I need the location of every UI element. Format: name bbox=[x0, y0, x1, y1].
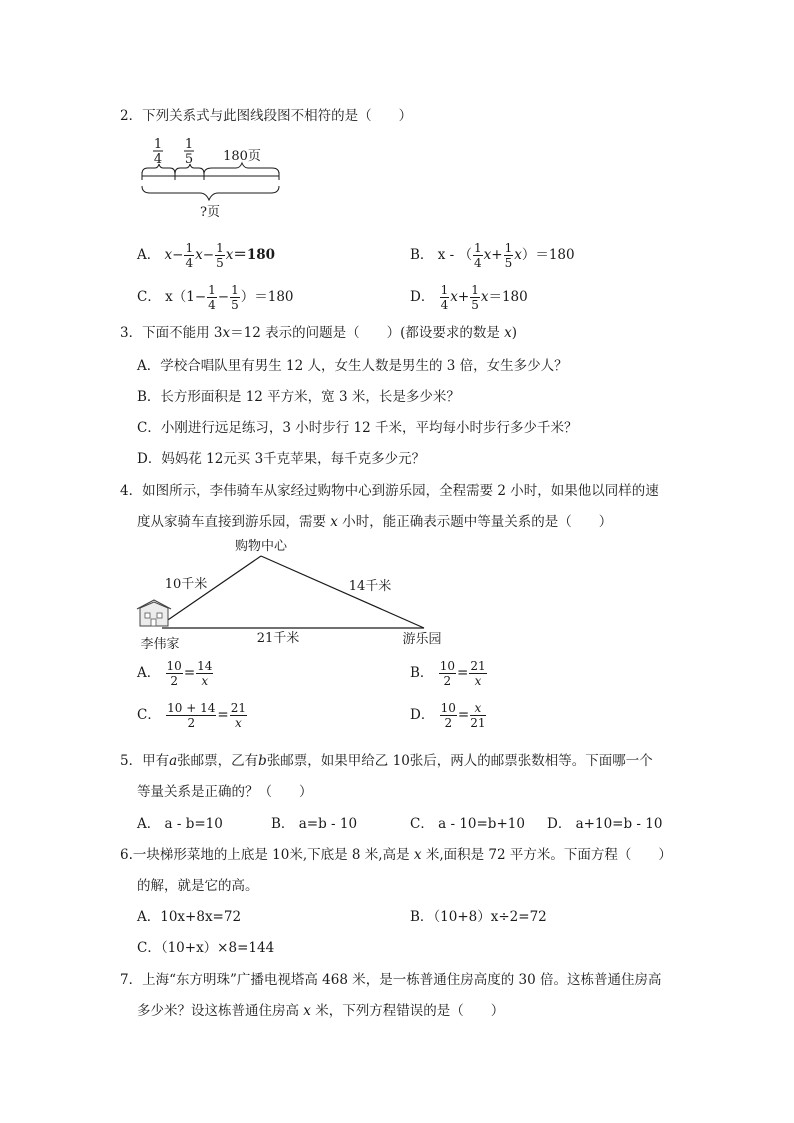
diagram-fraction-1-numerator: 1 bbox=[153, 137, 163, 152]
question-3-option-b[interactable]: B．长方形面积是 12 平方米，宽 3 米，长是多少米？ bbox=[137, 389, 460, 405]
diagram-fraction-2-denominator: 5 bbox=[184, 152, 194, 167]
question-4-option-d[interactable]: D． $\frac{10}{2}$ = $\frac{x}{21}$ bbox=[410, 701, 486, 730]
house-icon bbox=[137, 600, 171, 626]
question-6-option-c[interactable]: C．（10+x）×8=144 bbox=[137, 940, 275, 956]
diagram-fraction-2-numerator: 1 bbox=[184, 137, 194, 152]
question-3-stem: 3．下面不能用 3x＝12 表示的问题是（ ）(都设要求的数是 x) bbox=[120, 325, 518, 341]
question-2-option-a[interactable]: A． x− $\frac{1}{4}$ x− $\frac{1}{5}$ x＝180 bbox=[137, 241, 276, 270]
question-5-option-a[interactable]: A． a - b=10 bbox=[137, 816, 223, 832]
diagram-total-label: ?页 bbox=[200, 205, 220, 220]
question-4-option-b[interactable]: B． $\frac{10}{2}$ = $\frac{21}{x}$ bbox=[410, 659, 486, 688]
question-5-option-b[interactable]: B． a=b - 10 bbox=[271, 816, 358, 832]
question-5-option-d[interactable]: D． a+10=b - 10 bbox=[547, 816, 663, 832]
question-4-option-c[interactable]: C． $\frac{10 + 14}{2}$ = $\frac{21}{x}$ bbox=[137, 701, 246, 730]
label-home: 李伟家 bbox=[140, 637, 180, 652]
question-2-option-b[interactable]: B． x - （ $\frac{1}{4}$ x+ $\frac{1}{5}$ x）＝180 bbox=[410, 241, 575, 270]
question-5-stem-line-2: 等量关系是正确的？（ ） bbox=[137, 784, 313, 800]
question-4-stem-line-1: 4．如图所示，李伟骑车从家经过购物中心到游乐园，全程需要 2 小时，如果他以同样的速 bbox=[120, 483, 659, 499]
diagram-fraction-1-denominator: 4 bbox=[153, 152, 163, 167]
question-3-option-d[interactable]: D．妈妈花 12元买 3千克苹果，每千克多少元？ bbox=[137, 451, 426, 467]
diagram-pages-label: 180页 bbox=[223, 149, 261, 164]
question-4-option-a[interactable]: A． $\frac{10}{2}$ = $\frac{14}{x}$ bbox=[137, 659, 213, 688]
brace-180-pages bbox=[204, 163, 279, 174]
question-6-stem-line-1: 6.一块梯形菜地的上底是 10米,下底是 8 米,高是 x 米,面积是 72 平方米。下面方程（ ） bbox=[120, 847, 672, 863]
brace-total bbox=[142, 186, 279, 200]
question-2-stem: 2．下列关系式与此图线段图不相符的是（ ） bbox=[120, 108, 413, 124]
label-park: 游乐园 bbox=[402, 632, 442, 647]
brace-fifth bbox=[175, 164, 204, 174]
label-distance-14km: 14千米 bbox=[348, 579, 392, 594]
question-5-option-c[interactable]: C． a - 10=b+10 bbox=[410, 816, 525, 832]
question-6-option-b[interactable]: B．（10+8）x÷2=72 bbox=[410, 909, 547, 925]
brace-quarter bbox=[142, 164, 175, 174]
label-distance-21km: 21千米 bbox=[256, 631, 300, 646]
question-2-option-c[interactable]: C． x（1− $\frac{1}{4}$ − $\frac{1}{5}$ ）＝180 bbox=[137, 283, 294, 312]
question-6-option-a[interactable]: A．10x+8x=72 bbox=[137, 909, 242, 925]
question-2-option-d[interactable]: D． $\frac{1}{4}$ x+ $\frac{1}{5}$ x＝180 bbox=[410, 283, 528, 312]
label-distance-10km: 10千米 bbox=[164, 577, 208, 592]
question-5-stem-line-1: 5．甲有a张邮票，乙有b张邮票，如果甲给乙 10张后，两人的邮票张数相等。下面哪一个 bbox=[120, 753, 653, 769]
question-7-stem-line-2: 多少米？设这栋普通住房高 x 米，下列方程错误的是（ ） bbox=[137, 1003, 505, 1019]
question-6-stem-line-2: 的解，就是它的高。 bbox=[137, 878, 259, 894]
question-2-segment-diagram bbox=[132, 134, 292, 226]
question-4-route-diagram bbox=[134, 536, 454, 656]
question-3-option-a[interactable]: A．学校合唱队里有男生 12 人，女生人数是男生的 3 倍，女生多少人？ bbox=[137, 358, 568, 374]
route-mall-to-park bbox=[261, 556, 424, 628]
question-7-stem-line-1: 7．上海“东方明珠”广播电视塔高 468 米，是一栋普通住房高度的 30 倍。这栋普通住房高 bbox=[120, 972, 662, 988]
question-4-stem-line-2: 度从家骑车直接到游乐园，需要 x 小时，能正确表示题中等量关系的是（ ） bbox=[137, 514, 613, 530]
question-3-option-c[interactable]: C．小刚进行远足练习，3 小时步行 12 千米，平均每小时步行多少千米？ bbox=[137, 420, 578, 436]
label-shopping-center: 购物中心 bbox=[234, 539, 288, 554]
